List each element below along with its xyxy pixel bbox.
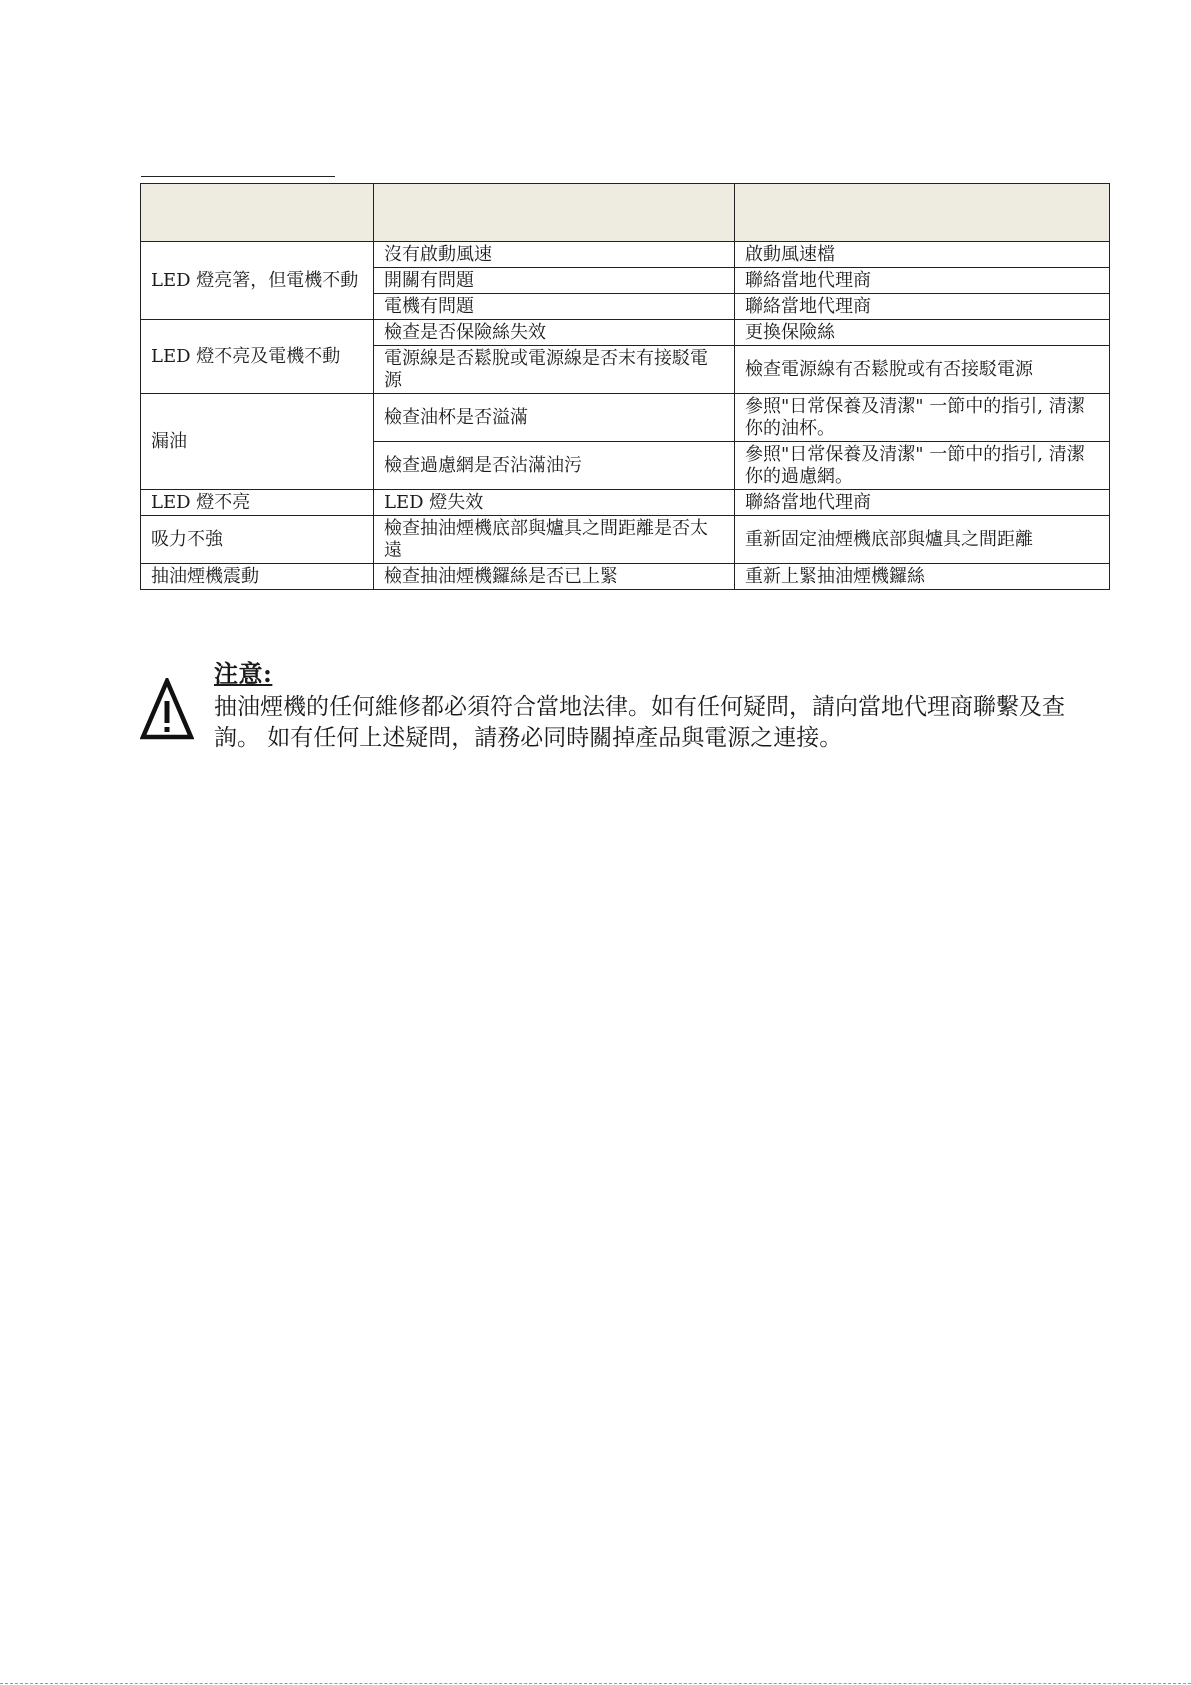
header-cell-remedy <box>735 184 1110 242</box>
table-row <box>141 564 1110 590</box>
remedy-cell: 重新固定油煙機底部與爐具之間距離 <box>735 516 1110 564</box>
fault-cell: LED 燈亮箸，但電機不動 <box>141 242 374 320</box>
fault-cell: LED 燈不亮及電機不動 <box>141 320 374 394</box>
remedy-cell: 參照"日常保養及清潔" 一節中的指引, 清潔你的過慮網。 <box>735 442 1110 490</box>
header-cell-fault <box>141 184 374 242</box>
cause-cell: 檢查抽油煙機鑼絲是否已上緊 <box>374 564 735 590</box>
cause-cell: 檢查油杯是否溢滿 <box>374 394 735 442</box>
cause-cell: 沒有啟動風速 <box>374 242 735 268</box>
remedy-cell: 聯絡當地代理商 <box>735 490 1110 516</box>
remedy-cell: 更換保險絲 <box>735 320 1110 346</box>
cause-cell: 開關有問題 <box>374 268 735 294</box>
remedy-cell: 參照"日常保養及清潔" 一節中的指引, 清潔你的油杯。 <box>735 394 1110 442</box>
page-bottom-divider <box>0 1683 1191 1684</box>
fault-cell: 漏油 <box>141 394 374 490</box>
remedy-cell: 檢查電源線有否鬆脫或有否接駁電源 <box>735 346 1110 394</box>
cause-cell: 檢查過慮網是否沾滿油污 <box>374 442 735 490</box>
fault-cell: LED 燈不亮 <box>141 490 374 516</box>
table-row <box>141 394 1110 442</box>
cause-cell: 檢查抽油煙機底部與爐具之間距離是否太遠 <box>374 516 735 564</box>
remedy-cell: 啟動風速檔 <box>735 242 1110 268</box>
cause-cell: 檢查是否保險絲失效 <box>374 320 735 346</box>
table-row <box>141 320 1110 346</box>
section-title-underline <box>141 176 335 177</box>
cause-cell: 電源線是否鬆脫或電源線是否末有接駁電源 <box>374 346 735 394</box>
cause-cell: LED 燈失效 <box>374 490 735 516</box>
table-row <box>141 490 1110 516</box>
notice-body: 抽油煙機的任何維修都必須符合當地法律。如有任何疑問，請向當地代理商聯繫及查詢。 如有任何上述疑問，請務必同時關掉產品與電源之連接。 <box>214 694 1065 751</box>
remedy-cell: 聯絡當地代理商 <box>735 268 1110 294</box>
table-row <box>141 516 1110 564</box>
remedy-cell: 聯絡當地代理商 <box>735 294 1110 320</box>
warning-triangle-icon <box>140 678 194 740</box>
notice-title: 注意: <box>214 659 273 688</box>
table-row <box>141 242 1110 268</box>
fault-cell: 吸力不強 <box>141 516 374 564</box>
header-cell-cause <box>374 184 735 242</box>
fault-cell: 抽油煙機震動 <box>141 564 374 590</box>
troubleshooting-table <box>140 183 1110 590</box>
remedy-cell: 重新上緊抽油煙機鑼絲 <box>735 564 1110 590</box>
table-header-row <box>141 184 1110 242</box>
cause-cell: 電機有問題 <box>374 294 735 320</box>
